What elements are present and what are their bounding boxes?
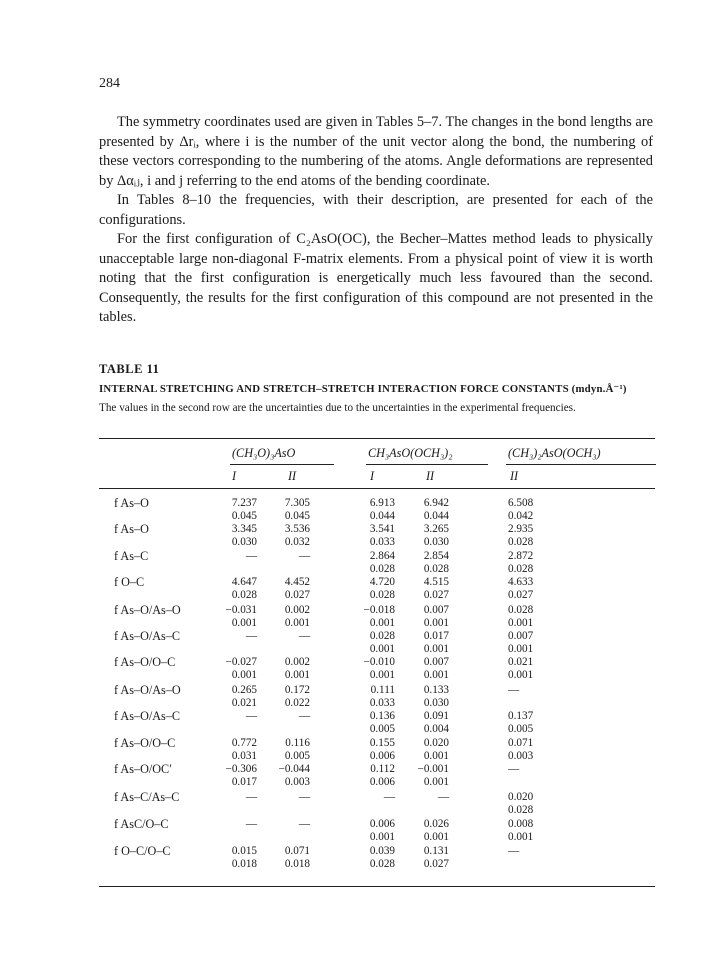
table-cell-uncertainty: 0.005 xyxy=(284,750,310,762)
compound-header: CH₃AsO(OCH₃)₂ xyxy=(368,446,453,460)
row-label: f As–O/As–C xyxy=(114,709,181,723)
table-cell-value: 3.345 xyxy=(231,523,257,535)
row-label: f As–C xyxy=(114,549,149,563)
table-cell-value: — xyxy=(383,791,395,803)
table-cell-uncertainty: 0.001 xyxy=(369,643,395,655)
row-label: f AsC/O–C xyxy=(114,817,169,831)
table-cell-uncertainty: 0.027 xyxy=(423,589,449,601)
table-cell-uncertainty: 0.004 xyxy=(423,723,449,735)
table-cell-uncertainty: 0.028 xyxy=(508,536,534,548)
table-cell-value: 0.091 xyxy=(423,710,449,722)
table-cell-value: 7.237 xyxy=(231,497,257,509)
table-cell-value: 0.172 xyxy=(284,684,310,696)
table-cell-value: 2.935 xyxy=(508,523,534,535)
table-cell-uncertainty: 0.017 xyxy=(231,776,257,788)
config-header: I xyxy=(232,469,237,483)
row-label: f O–C xyxy=(114,575,145,589)
table-top-rule xyxy=(99,438,655,439)
table-cell-value: 0.155 xyxy=(369,737,395,749)
table-cell-value: 0.071 xyxy=(284,845,310,857)
table-cell-value: 4.647 xyxy=(231,576,257,588)
table-cell-uncertainty: 0.001 xyxy=(423,617,449,629)
table-cell-uncertainty: 0.044 xyxy=(369,510,395,522)
row-label: f As–O xyxy=(114,496,149,510)
table-cell-value: 6.913 xyxy=(369,497,395,509)
table-cell-uncertainty: 0.030 xyxy=(423,697,449,709)
table-cell-value: −0.018 xyxy=(363,604,395,616)
paragraph: For the first configuration of C₂AsO(OC), the Becher–Mattes method leads to physically unacceptable large non-diagonal F-matrix elements. From a physical point of view it is worth noting that the first configuration is energetically much less favoured than the second. Consequently, the results for the first configuration of this compound are not presented in the tables. xyxy=(99,231,653,325)
table-cell-uncertainty: 0.001 xyxy=(423,643,449,655)
table-cell-uncertainty: 0.001 xyxy=(423,776,449,788)
table-cell-uncertainty: 0.042 xyxy=(508,510,534,522)
table-cell-value: 7.305 xyxy=(284,497,310,509)
table-cell-value: — xyxy=(298,550,310,562)
table-cell-uncertainty: 0.001 xyxy=(508,617,534,629)
table-cell-value: — xyxy=(245,710,257,722)
table-cell-uncertainty: 0.027 xyxy=(284,589,310,601)
table-cell-uncertainty: 0.001 xyxy=(508,669,534,681)
table-cell-value: 0.116 xyxy=(285,737,310,749)
row-label: f As–O/O–C xyxy=(114,736,176,750)
page-number: 284 xyxy=(99,76,120,91)
table-caption: The values in the second row are the uncertainties due to the uncertainties in the experimental frequencies. xyxy=(99,402,576,414)
table-cell-value: 0.112 xyxy=(370,763,395,775)
table-cell-value: 0.015 xyxy=(231,845,257,857)
table-cell-value: 0.021 xyxy=(508,656,534,668)
table-cell-value: — xyxy=(245,791,257,803)
table-cell-value: −0.027 xyxy=(225,656,257,668)
table-cell-value: 0.028 xyxy=(369,630,395,642)
table-cell-uncertainty: 0.005 xyxy=(508,723,534,735)
table-cell-uncertainty: 0.032 xyxy=(284,536,310,548)
table-cell-value: 0.006 xyxy=(369,818,395,830)
header-rule xyxy=(506,464,656,465)
table-cell-uncertainty: 0.001 xyxy=(284,669,310,681)
table-cell-value: 0.017 xyxy=(423,630,449,642)
table-cell-value: 0.020 xyxy=(508,791,534,803)
table-cell-value: — xyxy=(508,763,520,775)
table-cell-value: 0.008 xyxy=(508,818,534,830)
table-cell-value: 0.002 xyxy=(284,656,310,668)
paragraph: The symmetry coordinates used are given in Tables 5–7. The changes in the bond lengths are presented by Δrᵢ, where i is the number of the unit vector along the bond, the numbering of these vectors corresponding to the numbering of the atoms. Angle deformations are represented by Δαᵢⱼ, i and j referring to the end atoms of the bending coordinate. xyxy=(99,114,653,189)
table-cell-uncertainty: 0.001 xyxy=(423,750,449,762)
table-cell-value: — xyxy=(298,630,310,642)
table-cell-uncertainty: 0.001 xyxy=(423,831,449,843)
table-cell-value: 0.007 xyxy=(508,630,534,642)
table-cell-uncertainty: 0.001 xyxy=(231,669,257,681)
table-cell-uncertainty: 0.027 xyxy=(508,589,534,601)
table-cell-uncertainty: 0.028 xyxy=(369,858,395,870)
table-cell-value: 3.541 xyxy=(369,523,395,535)
table-cell-uncertainty: 0.021 xyxy=(231,697,257,709)
table-cell-uncertainty: 0.006 xyxy=(369,750,395,762)
table-cell-value: 4.633 xyxy=(508,576,534,588)
table-cell-uncertainty: 0.001 xyxy=(284,617,310,629)
body-text xyxy=(99,113,653,328)
table-cell-uncertainty: 0.027 xyxy=(423,858,449,870)
table-cell-uncertainty: 0.006 xyxy=(369,776,395,788)
table-cell-value: 0.131 xyxy=(423,845,449,857)
table-cell-uncertainty: 0.001 xyxy=(369,831,395,843)
table-cell-uncertainty: 0.018 xyxy=(284,858,310,870)
table-cell-value: −0.031 xyxy=(225,604,257,616)
table-cell-value: — xyxy=(245,630,257,642)
table-cell-uncertainty: 0.030 xyxy=(423,536,449,548)
table-cell-value: — xyxy=(245,550,257,562)
table-cell-value: 0.039 xyxy=(369,845,395,857)
config-header: II xyxy=(288,469,297,483)
table-cell-uncertainty: 0.030 xyxy=(231,536,257,548)
table-cell-value: 3.536 xyxy=(284,523,310,535)
table-cell-value: 0.026 xyxy=(423,818,449,830)
table-title: INTERNAL STRETCHING AND STRETCH–STRETCH INTERACTION FORCE CONSTANTS (mdyn.Å⁻¹) xyxy=(99,383,627,395)
compound-header: (CH₃)₂AsO(OCH₃) xyxy=(508,446,601,460)
table-cell-value: 0.028 xyxy=(508,604,534,616)
table-cell-uncertainty: 0.044 xyxy=(423,510,449,522)
table-cell-uncertainty: 0.028 xyxy=(369,563,395,575)
table-cell-value: 0.772 xyxy=(231,737,257,749)
table-cell-value: 0.007 xyxy=(423,604,449,616)
table-cell-uncertainty: 0.028 xyxy=(369,589,395,601)
table-cell-value: 0.265 xyxy=(231,684,257,696)
table-cell-value: 0.136 xyxy=(369,710,395,722)
table-cell-value: 0.137 xyxy=(508,710,534,722)
config-header: II xyxy=(510,469,519,483)
paragraph: In Tables 8–10 the frequencies, with their description, are presented for each of the configurations. xyxy=(99,192,653,228)
table-cell-uncertainty: 0.001 xyxy=(369,669,395,681)
table-cell-uncertainty: 0.045 xyxy=(284,510,310,522)
compound-header: (CH₃O)₃AsO xyxy=(232,446,296,460)
table-cell-value: — xyxy=(437,791,449,803)
row-label: f As–O/As–O xyxy=(114,603,181,617)
table-cell-uncertainty: 0.045 xyxy=(231,510,257,522)
table-cell-uncertainty: 0.033 xyxy=(369,536,395,548)
table-cell-value: 4.515 xyxy=(423,576,449,588)
table-cell-value: — xyxy=(298,818,310,830)
row-label: f As–O/As–C xyxy=(114,629,181,643)
table-cell-uncertainty: 0.018 xyxy=(231,858,257,870)
table-cell-value: −0.306 xyxy=(225,763,257,775)
table-cell-value: — xyxy=(508,684,520,696)
row-label: f As–O/OC′ xyxy=(114,762,172,776)
header-bottom-rule xyxy=(99,488,655,489)
config-header: I xyxy=(370,469,375,483)
table-cell-uncertainty: 0.028 xyxy=(508,563,534,575)
table-cell-value: −0.010 xyxy=(363,656,395,668)
row-label: f O–C/O–C xyxy=(114,844,171,858)
table-cell-value: 4.452 xyxy=(284,576,310,588)
header-rule xyxy=(230,464,334,465)
table-cell-uncertainty: 0.001 xyxy=(508,831,534,843)
table-cell-value: — xyxy=(508,845,520,857)
table-cell-value: 3.265 xyxy=(423,523,449,535)
table-cell-uncertainty: 0.022 xyxy=(284,697,310,709)
table-cell-uncertainty: 0.001 xyxy=(231,617,257,629)
table-cell-uncertainty: 0.028 xyxy=(231,589,257,601)
row-label: f As–C/As–C xyxy=(114,790,180,804)
table-cell-value: 0.002 xyxy=(284,604,310,616)
table-cell-uncertainty: 0.003 xyxy=(508,750,534,762)
table-cell-value: 0.071 xyxy=(508,737,534,749)
row-label: f As–O/O–C xyxy=(114,655,176,669)
table-label: TABLE 11 xyxy=(99,362,160,376)
table-cell-value: −0.001 xyxy=(417,763,449,775)
table-cell-value: 0.020 xyxy=(423,737,449,749)
table-cell-value: 2.864 xyxy=(369,550,395,562)
row-label: f As–O/As–O xyxy=(114,683,181,697)
header-rule xyxy=(366,464,488,465)
table-cell-uncertainty: 0.028 xyxy=(508,804,534,816)
table-cell-uncertainty: 0.003 xyxy=(284,776,310,788)
table-cell-value: 0.007 xyxy=(423,656,449,668)
table-cell-uncertainty: 0.033 xyxy=(369,697,395,709)
table-cell-value: 2.872 xyxy=(508,550,534,562)
row-label: f As–O xyxy=(114,522,149,536)
table-cell-uncertainty: 0.001 xyxy=(508,643,534,655)
table-cell-value: 6.508 xyxy=(508,497,534,509)
table-cell-uncertainty: 0.001 xyxy=(423,669,449,681)
table-cell-uncertainty: 0.031 xyxy=(231,750,257,762)
table-cell-uncertainty: 0.001 xyxy=(369,617,395,629)
table-cell-value: 0.111 xyxy=(370,684,395,696)
table-cell-value: −0.044 xyxy=(278,763,310,775)
table-cell-uncertainty: 0.028 xyxy=(423,563,449,575)
table-cell-value: 2.854 xyxy=(423,550,449,562)
table-cell-value: — xyxy=(298,710,310,722)
table-bottom-rule xyxy=(99,886,655,887)
table-cell-value: 4.720 xyxy=(369,576,395,588)
table-cell-value: 6.942 xyxy=(423,497,449,509)
table-cell-uncertainty: 0.005 xyxy=(369,723,395,735)
table-cell-value: 0.133 xyxy=(423,684,449,696)
config-header: II xyxy=(426,469,435,483)
table-cell-value: — xyxy=(245,818,257,830)
table-cell-value: — xyxy=(298,791,310,803)
